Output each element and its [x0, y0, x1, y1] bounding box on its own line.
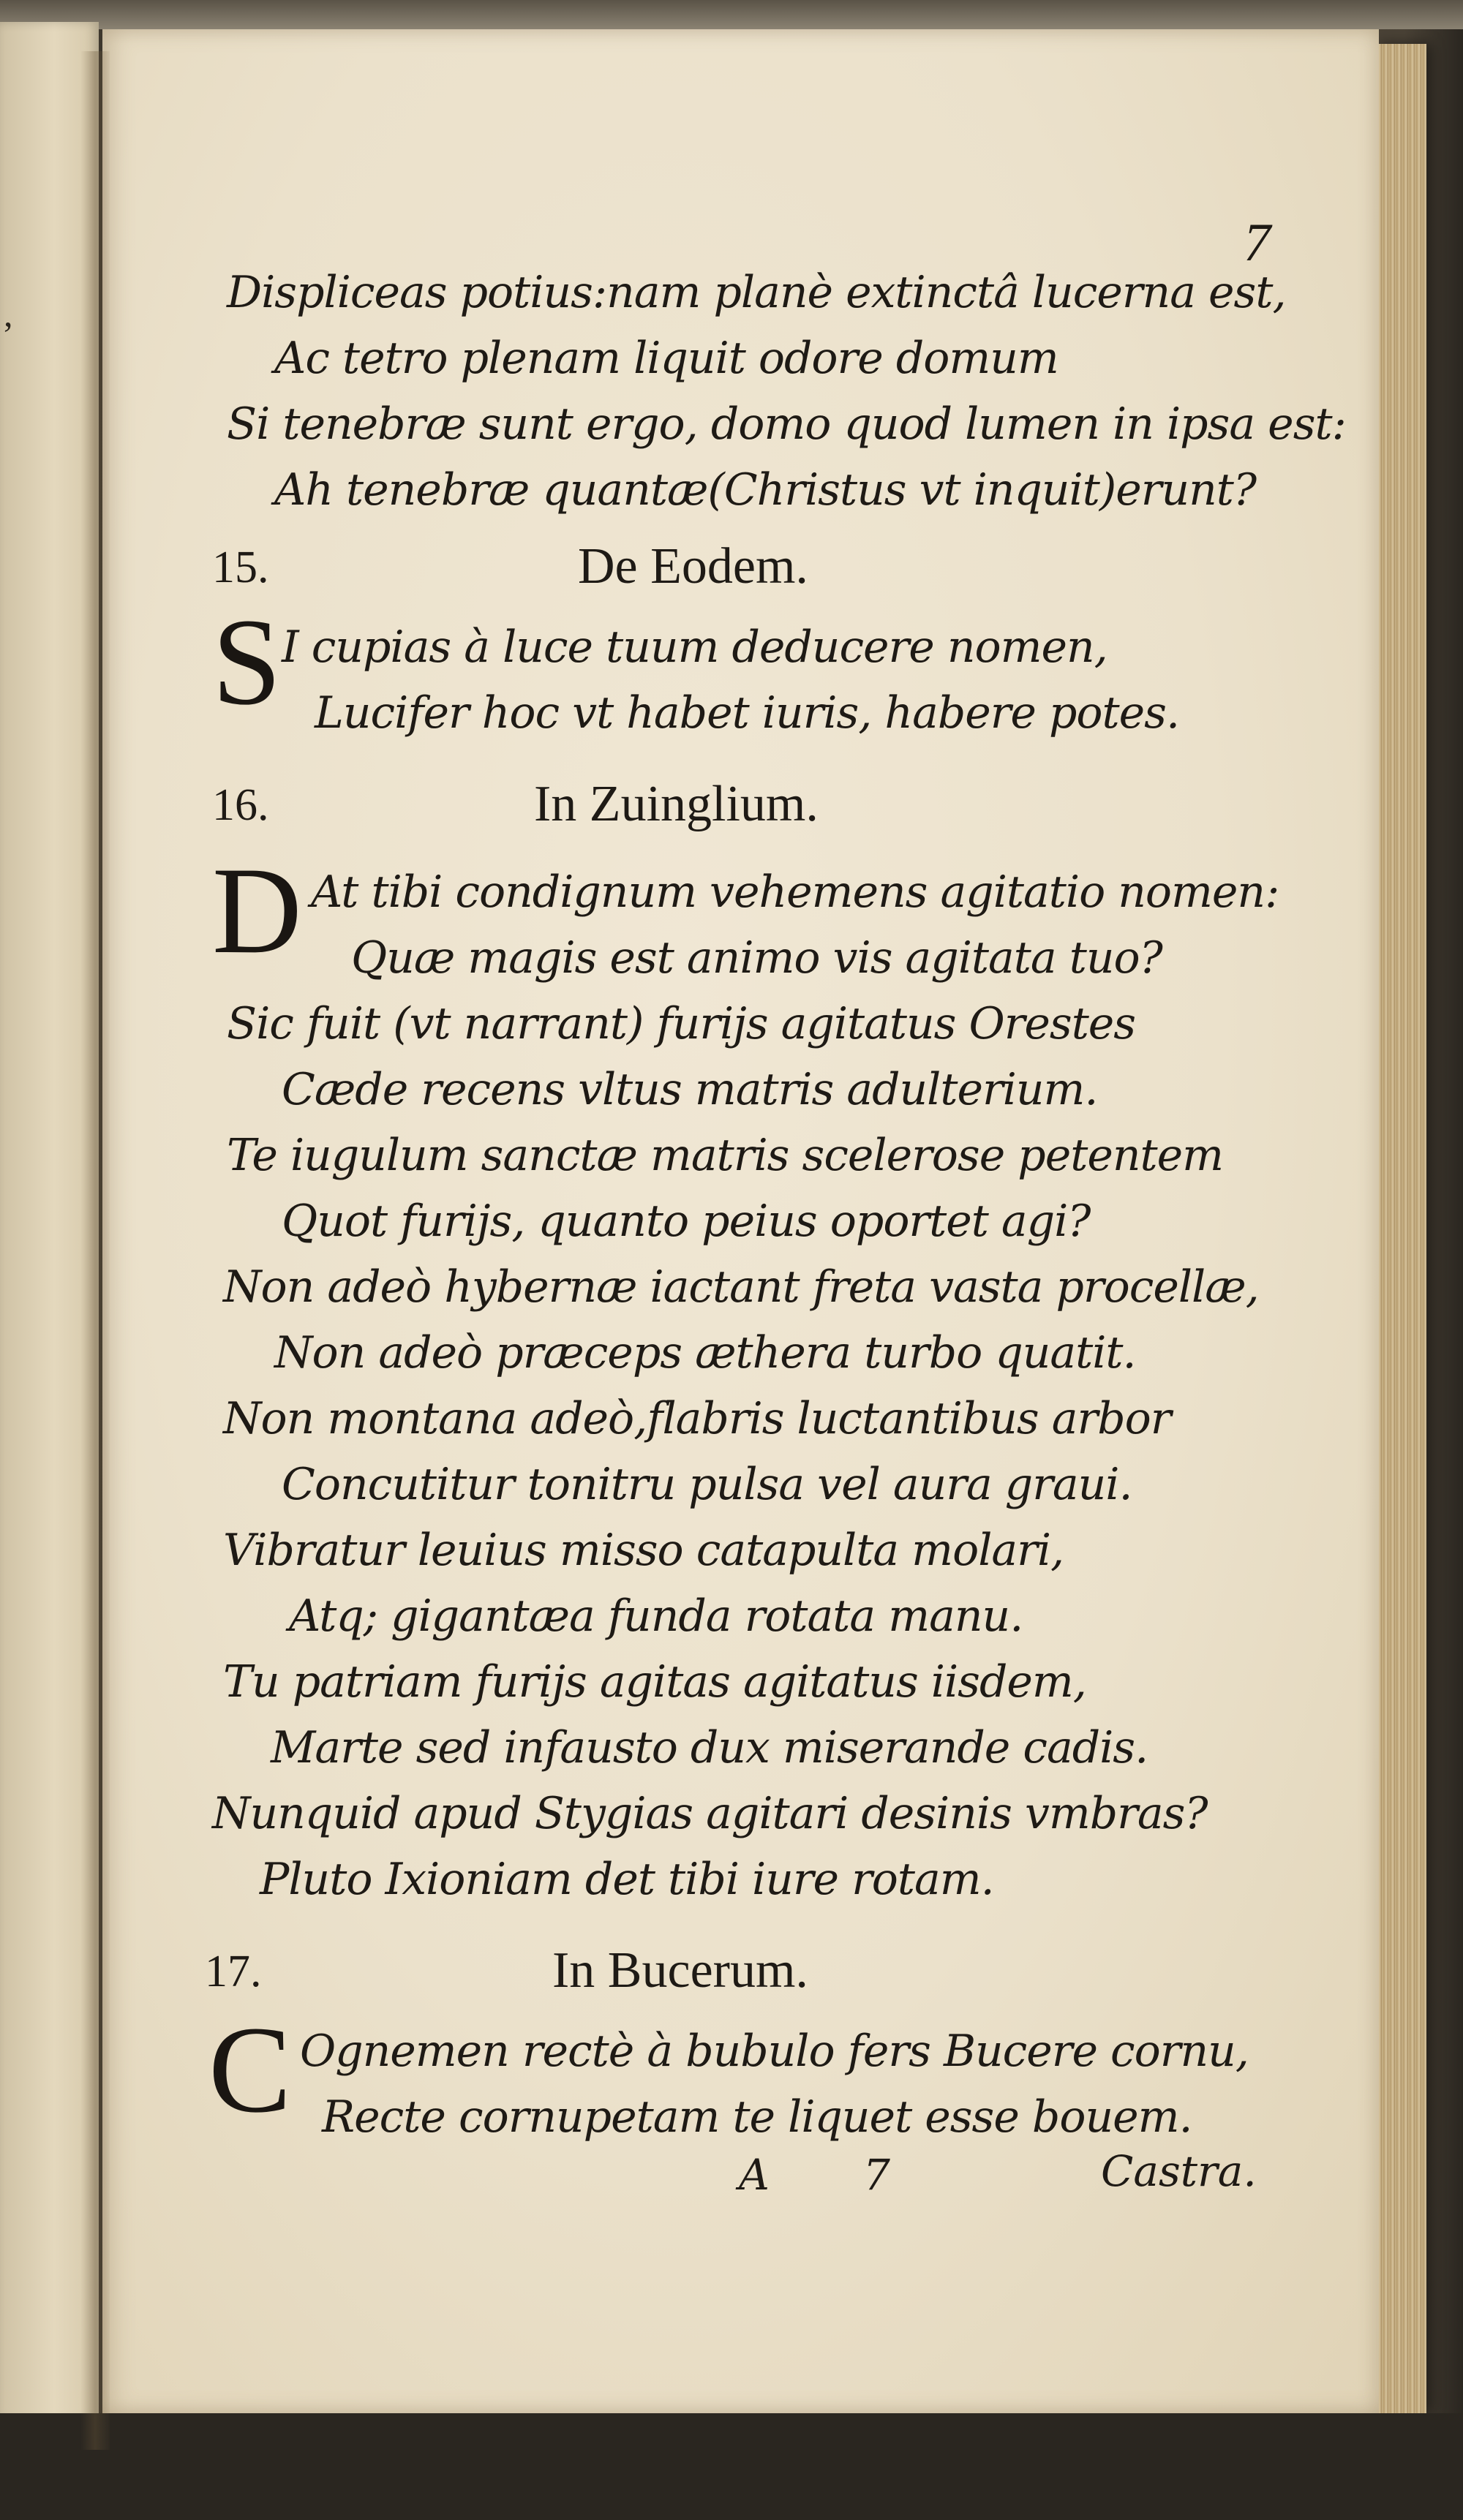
page-text [102, 29, 1379, 2413]
book-page [102, 29, 1379, 2413]
drop-initial: C [208, 2001, 292, 2138]
text-line: Atq; gigantæa funda rotata manu. [289, 1591, 1023, 1642]
text-line: Pluto Ixioniam det tibi iure rotam. [260, 1854, 994, 1905]
text-line: Marte sed infausto dux miserande cadis. [271, 1722, 1148, 1773]
epigram-heading: De Eodem. [578, 538, 808, 595]
text-line: I cupias à luce tuum deducere nomen, [282, 622, 1107, 673]
margin-mark: , [4, 293, 13, 334]
text-line: Si tenebræ sunt ergo, domo quod lumen in ipsa est: [227, 399, 1346, 450]
page-number: 7 [1244, 213, 1271, 273]
top-edge [0, 0, 1463, 29]
text-line: Ah tenebræ quantæ(Christus vt inquit)erunt? [274, 464, 1257, 516]
text-line: At tibi condignum vehemens agitatio nomen: [311, 867, 1279, 918]
signature-number: 7 [863, 2150, 890, 2200]
text-line: Quot furijs, quanto peius oportet agi? [282, 1196, 1091, 1247]
text-line: Cæde recens vltus matris adulterium. [282, 1064, 1098, 1115]
catchword: Castra. [1101, 2146, 1257, 2196]
epigram-heading: In Zuinglium. [534, 776, 819, 832]
text-line: Non adeò hybernæ iactant freta vasta procellæ, [223, 1261, 1259, 1313]
text-line: Displiceas potius:nam planè extinctâ lucerna est, [227, 267, 1286, 318]
epigram-number: 15. [212, 543, 269, 592]
epigram-heading: In Bucerum. [552, 1942, 808, 1999]
text-line: Concutitur tonitru pulsa vel aura graui. [282, 1459, 1132, 1510]
epigram-number: 17. [205, 1947, 262, 1996]
bottom-edge [0, 2413, 1463, 2520]
drop-initial: S [212, 593, 282, 731]
text-line: Vibratur leuius misso catapulta molari, [223, 1525, 1064, 1576]
page-stack-edge [1375, 44, 1426, 2413]
text-line: Recte cornupetam te liquet esse bouem. [322, 2091, 1192, 2143]
text-line: Nunquid apud Stygias agitari desinis vmbras? [212, 1788, 1208, 1839]
text-line: Ognemen rectè à bubulo fers Bucere cornu, [300, 2026, 1249, 2077]
text-line: Quæ magis est animo vis agitata tuo? [351, 932, 1162, 984]
text-line: Lucifer hoc vt habet iuris, habere potes. [315, 687, 1180, 739]
text-line: Non montana adeò,flabris luctantibus arbor [223, 1393, 1171, 1444]
text-line: Tu patriam furijs agitas agitatus iisdem, [223, 1656, 1086, 1708]
text-line: Ac tetro plenam liquit odore domum [274, 333, 1058, 384]
text-line: Te iugulum sanctæ matris scelerose petentem [227, 1130, 1223, 1181]
drop-initial: D [212, 842, 302, 979]
text-line: Non adeò præceps æthera turbo quatit. [274, 1327, 1136, 1378]
text-line: Sic fuit (vt narrant) furijs agitatus Orestes [227, 998, 1136, 1049]
signature-letter: A [739, 2150, 770, 2200]
epigram-number: 16. [212, 780, 269, 830]
